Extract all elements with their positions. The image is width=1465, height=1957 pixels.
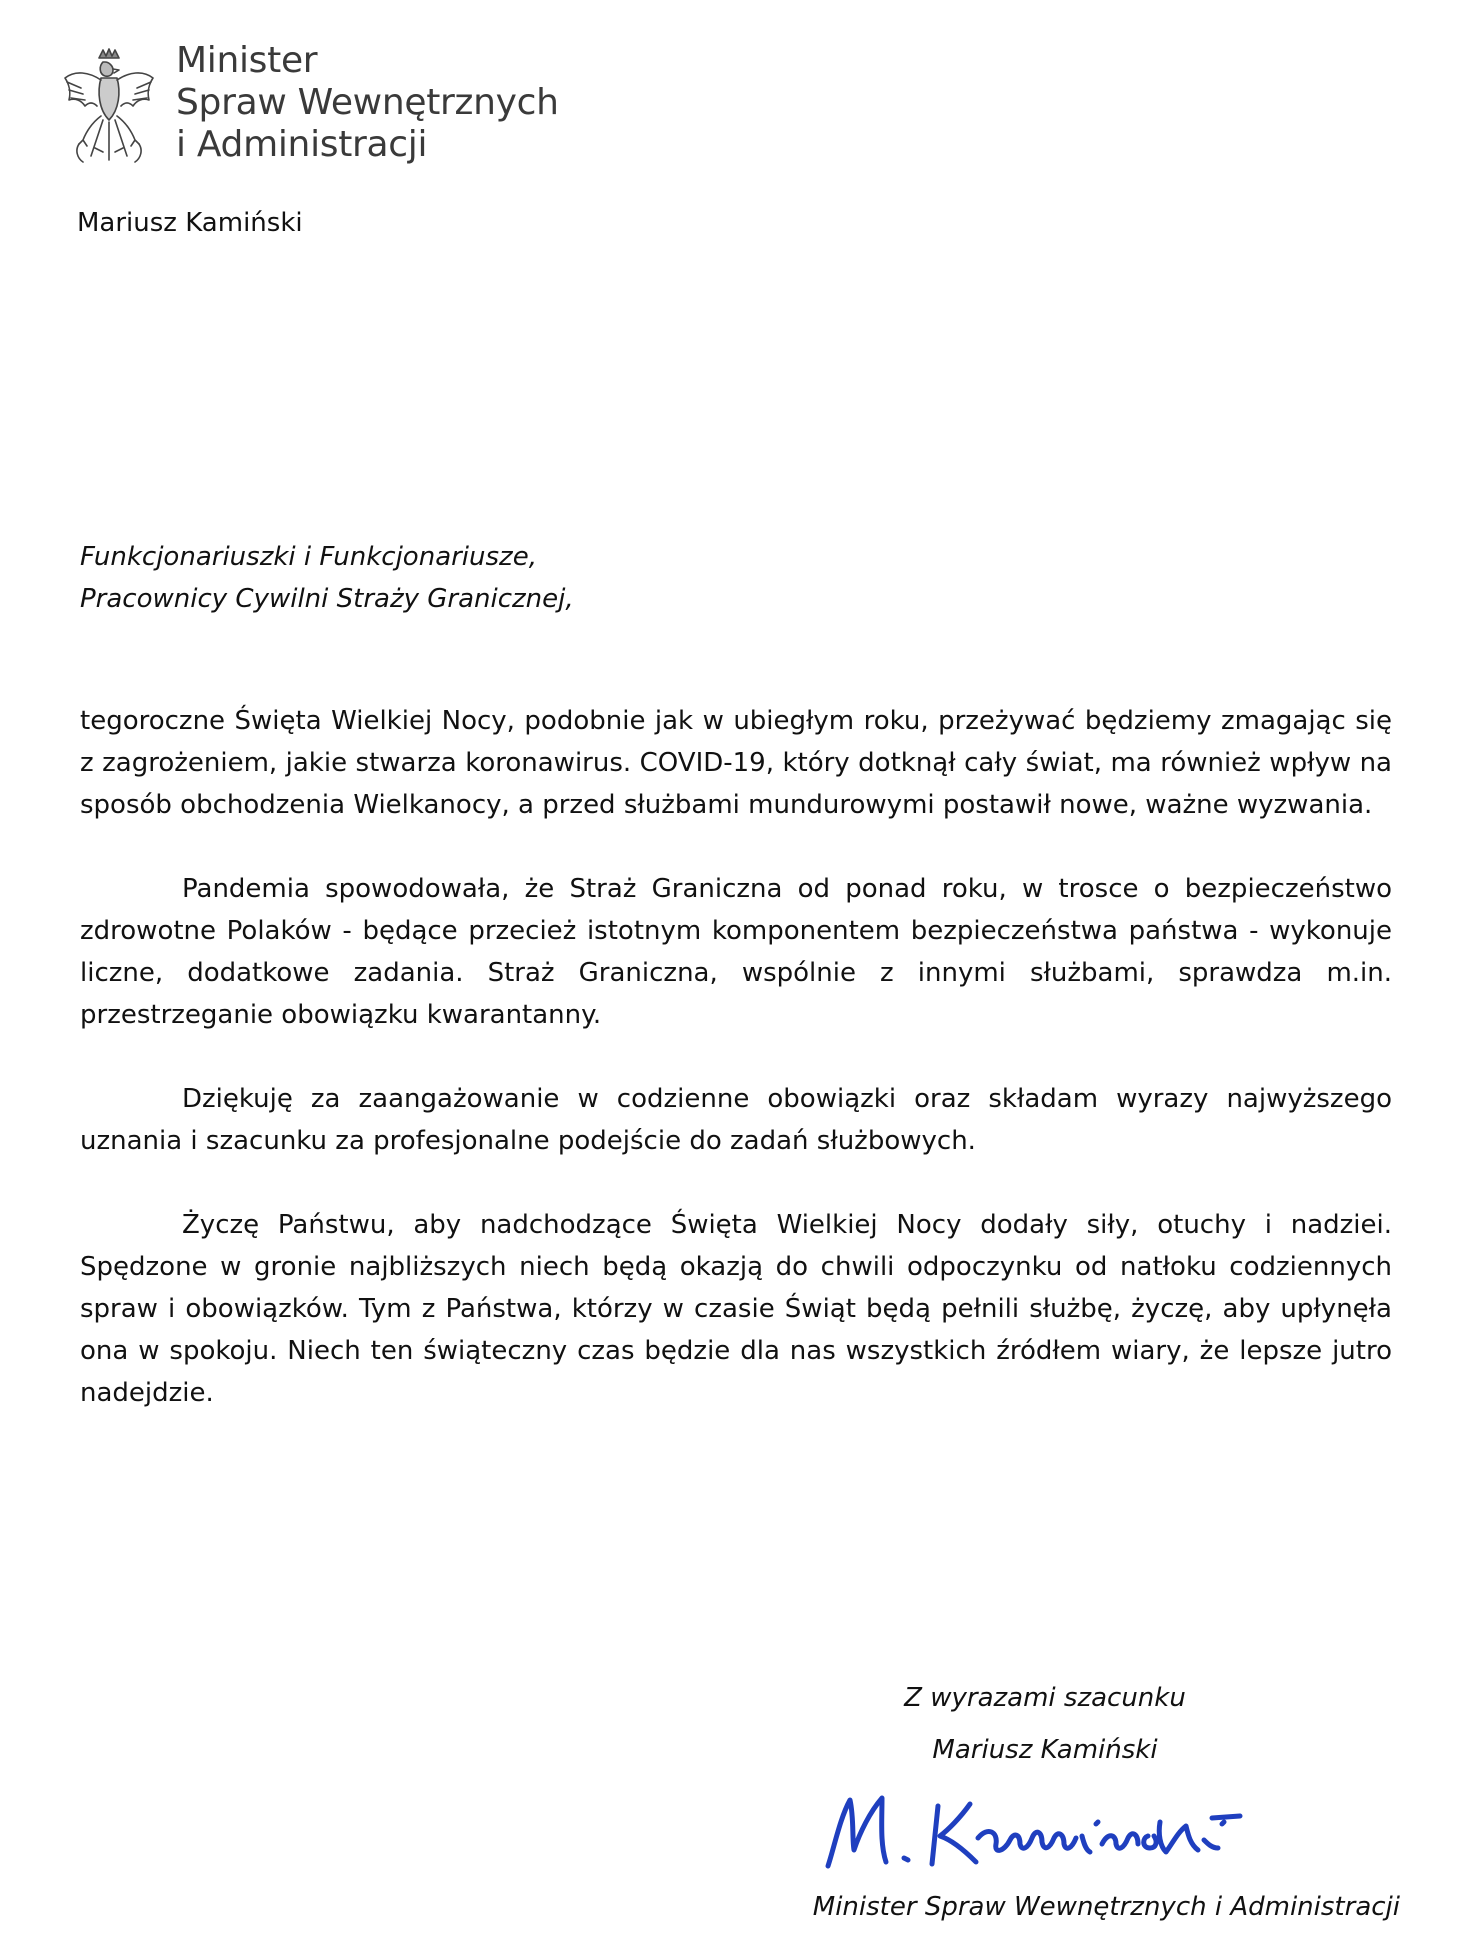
body-paragraph: Dziękuję za zaangażowanie w codzienne obowiązki oraz składam wyrazy najwyższego uznania i szacunku za profesjonalne podejście do zadań służbowych. xyxy=(80,1084,1392,1156)
letterhead xyxy=(58,40,559,172)
office-name-line: Minister xyxy=(176,40,318,81)
body-paragraph: Pandemia spowodowała, że Straż Graniczna od ponad roku, w trosce o bezpieczeństwo zdrowotne Polaków - będące przecież istotnym komponentem bezpieczeństwa państwa - wykonuje liczne, dodatkowe zadania. Straż Graniczna, wspólnie z innymi służbami, sprawdza m.in. przestrzeganie obowiązku kwarantanny. xyxy=(80,874,1392,1030)
salutation-line: Pracownicy Cywilni Straży Granicznej, xyxy=(80,584,574,614)
body-paragraph: Życzę Państwu, aby nadchodzące Święta Wielkiej Nocy dodały siły, otuchy i nadziei. Spędzone w gronie najbliższych niech będą okazją do chwili odpoczynku od natłoku codziennych spraw i obowiązków. Tym z Państwa, którzy w czasie Świąt będą pełnili służbę, życzę, aby upłynęła ona w spokoju. Niech ten świąteczny czas będzie dla nas wszystkich źródłem wiary, że lepsze jutro nadejdzie. xyxy=(80,1210,1392,1408)
salutation-line: Funkcjonariuszki i Funkcjonariusze, xyxy=(80,542,537,572)
office-name-line: i Administracji xyxy=(176,124,428,165)
author-name: Mariusz Kamiński xyxy=(77,208,303,238)
salutation xyxy=(80,536,574,620)
signatory-title: Minister Spraw Wewnętrznych i Administracji xyxy=(812,1892,1400,1922)
closing-regards: Z wyrazami szacunku xyxy=(904,1683,1186,1713)
closing xyxy=(880,1672,1210,1776)
body-paragraph: tegoroczne Święta Wielkiej Nocy, podobnie jak w ubiegłym roku, przeżywać będziemy zmagając się z zagrożeniem, jakie stwarza koronawirus. COVID-19, który dotknął cały świat, ma również wpływ na sposób obchodzenia Wielkanocy, a przed służbami mundurowymi postawił nowe, ważne wyzwania. xyxy=(80,706,1392,820)
handwritten-signature xyxy=(820,1778,1280,1878)
office-name-line: Spraw Wewnętrznych xyxy=(176,82,559,123)
signature-drawing xyxy=(820,1778,1280,1878)
polish-eagle-emblem-icon xyxy=(58,48,160,172)
office-name xyxy=(176,40,559,166)
closing-signatory: Mariusz Kamiński xyxy=(932,1735,1158,1765)
letter-body xyxy=(80,700,1392,1456)
